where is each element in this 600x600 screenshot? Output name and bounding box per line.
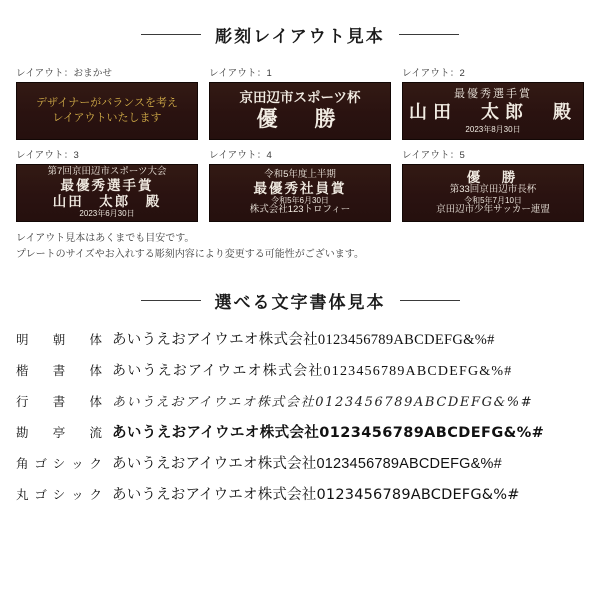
plate-line: 優 勝 <box>466 169 520 185</box>
plate-line: 第33回京田辺市長杯 <box>449 184 537 196</box>
plate-line: 山田 太郎 殿 <box>409 102 577 123</box>
font-sample-text: あいうえおアイウエオ株式会社0123456789ABCDEFG&%# <box>112 456 502 472</box>
heading-rule-right <box>400 300 460 301</box>
font-sample-text: あいうえおアイウエオ株式会社0123456789ABCDEFG&%# <box>112 332 495 348</box>
font-name: 行 書 体 <box>16 394 102 409</box>
font-sample-row <box>16 447 584 478</box>
plate-line: 株式会社123トロフィー <box>249 204 351 216</box>
layout-section-heading <box>16 22 584 47</box>
layout-section-title: 彫刻レイアウト見本 <box>215 27 385 46</box>
heading-rule-right <box>399 34 459 35</box>
font-sample-text: あいうえおアイウエオ株式会社0123456789ABCDEFG&%# <box>112 395 534 410</box>
font-section-title: 選べる文字書体見本 <box>214 293 386 312</box>
plate-line: 2023年8月30日 <box>465 125 521 135</box>
plate-line: 京田辺市少年サッカー連盟 <box>436 204 550 216</box>
plate-preview <box>16 82 198 140</box>
plate-preview <box>16 164 198 222</box>
plate-label: レイアウト：4 <box>209 150 272 161</box>
plate-line: 優 勝 <box>256 107 344 131</box>
font-sample-text: あいうえおアイウエオ株式会社0123456789ABCDEFG&%# <box>112 363 513 379</box>
font-name: 楷 書 体 <box>16 363 102 378</box>
font-sample-row <box>16 385 584 416</box>
heading-rule-left <box>141 34 201 35</box>
plate-cell <box>402 147 584 222</box>
font-sample-text: あいうえおアイウエオ株式会社0123456789ABCDEFG&%# <box>112 425 545 441</box>
plate-line: 令和5年7月10日 <box>464 196 522 206</box>
plate-line: 京田辺市スポーツ杯 <box>239 90 361 106</box>
plate-cell <box>402 65 584 140</box>
plate-line: 令和5年度上半期 <box>264 168 336 180</box>
font-sample-row <box>16 416 584 447</box>
font-section-heading <box>16 288 584 313</box>
font-sample-text: あいうえおアイウエオ株式会社0123456789ABCDEFG&%# <box>112 487 520 503</box>
plate-line: 令和5年6月30日 <box>271 196 329 206</box>
plate-preview <box>209 164 391 222</box>
plate-line: 最優秀選手賞 <box>60 178 154 194</box>
plate-preview <box>209 82 391 140</box>
font-section <box>16 288 584 509</box>
font-sample-row <box>16 354 584 385</box>
plate-line: レイアウトいたします <box>52 112 162 124</box>
plate-label: レイアウト：1 <box>209 68 272 79</box>
plate-line: デザイナーがバランスを考え <box>36 97 178 110</box>
plate-preview <box>402 82 584 140</box>
plate-line: 第7回京田辺市スポーツ大会 <box>47 166 167 178</box>
layout-notes <box>16 231 584 262</box>
plate-label: レイアウト：3 <box>16 150 79 161</box>
plate-line: 山田 太郎 殿 <box>52 193 162 209</box>
font-name: 丸 ゴ シ ッ ク <box>16 487 102 502</box>
font-sample-table <box>16 323 584 509</box>
font-name: 角 ゴ シ ッ ク <box>16 456 102 471</box>
layout-note-line: レイアウト見本はあくまでも目安です。 <box>16 233 195 244</box>
font-name: 明 朝 体 <box>16 332 102 347</box>
plate-cell <box>16 65 198 140</box>
plate-label: レイアウト：おまかせ <box>16 68 113 79</box>
plate-label: レイアウト：5 <box>402 150 465 161</box>
plate-cell <box>209 147 391 222</box>
plate-label: レイアウト：2 <box>402 68 465 79</box>
layout-note-line: プレートのサイズやお入れする彫刻内容により変更する可能性がございます。 <box>16 248 364 260</box>
font-sample-row <box>16 323 584 354</box>
plate-line: 最優秀選手賞 <box>454 87 532 100</box>
plate-preview <box>402 164 584 222</box>
plate-grid <box>16 65 584 222</box>
font-name: 勘 亭 流 <box>16 425 102 440</box>
heading-rule-left <box>141 300 201 301</box>
layout-section <box>16 0 584 262</box>
plate-cell <box>16 147 198 222</box>
plate-cell <box>209 65 391 140</box>
font-sample-row <box>16 478 584 509</box>
plate-line: 最優秀社員賞 <box>253 180 347 196</box>
plate-line: 2023年6月30日 <box>79 209 135 219</box>
